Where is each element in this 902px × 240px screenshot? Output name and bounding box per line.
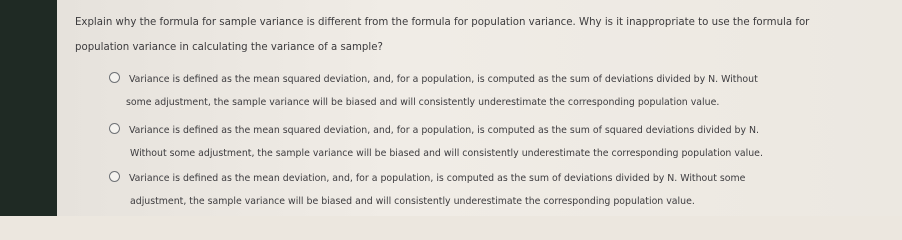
answer-option-2-line-1: Variance is defined as the mean squared deviation, and, for a population, is computed as the sum of squared deviations divided by N. xyxy=(129,125,760,136)
answer-option-3-line-1: Variance is defined as the mean deviation, and, for a population, is computed as the sum of deviations divided by N. Without some xyxy=(129,173,746,184)
question-line-1: Explain why the formula for sample variance is different from the formula for population variance. Why is it inappropriate to use the formula for xyxy=(75,17,810,28)
answer-option-2-text[interactable] xyxy=(129,119,819,165)
left-dark-strip xyxy=(0,0,57,216)
answer-option-2-line-2: Without some adjustment, the sample variance will be biased and will consistently underestimate the corresponding population value. xyxy=(130,148,763,159)
question-panel xyxy=(57,0,902,216)
radio-button-3[interactable] xyxy=(109,171,120,182)
radio-button-2[interactable] xyxy=(109,123,120,134)
answer-option-3-text[interactable] xyxy=(129,167,819,213)
answer-option-1-line-2: some adjustment, the sample variance will be biased and will consistently underestimate the corresponding population value. xyxy=(126,97,720,108)
answer-option-1-line-1: Variance is defined as the mean squared deviation, and, for a population, is computed as the sum of deviations divided by N. Without xyxy=(129,74,758,85)
radio-button-1[interactable] xyxy=(109,72,120,83)
question-text xyxy=(75,10,865,60)
answer-option-3-line-2: adjustment, the sample variance will be biased and will consistently underestimate the corresponding population value. xyxy=(130,196,695,207)
question-line-2: population variance in calculating the variance of a sample? xyxy=(75,42,383,53)
answer-option-1-text[interactable] xyxy=(126,68,819,114)
